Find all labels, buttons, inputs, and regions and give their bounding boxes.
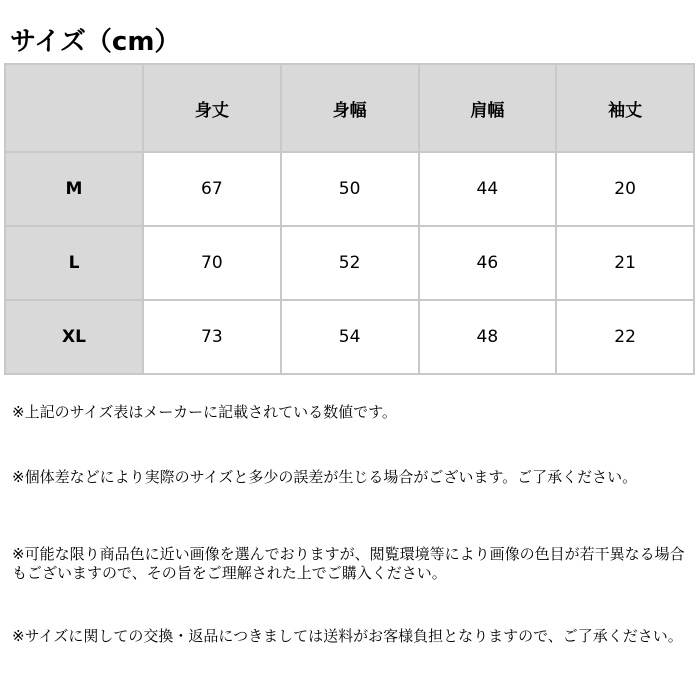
table-row bbox=[5, 226, 694, 300]
table-cell: 20 bbox=[556, 152, 694, 226]
note-color-difference: ※可能な限り商品色に近い画像を選んでおりますが、閲覧環境等により画像の色目が若干異なる場合もございますので、その旨をご理解された上でご購入ください。 bbox=[12, 545, 685, 582]
table-row bbox=[5, 152, 694, 226]
table-cell: 54 bbox=[281, 300, 419, 374]
table-cell: 21 bbox=[556, 226, 694, 300]
table-header-row bbox=[5, 64, 694, 152]
table-cell: 67 bbox=[143, 152, 281, 226]
row-label-size: M bbox=[5, 152, 143, 226]
note-size-source: ※上記のサイズ表はメーカーに記載されている数値です。 bbox=[12, 403, 397, 421]
table-cell: 46 bbox=[419, 226, 557, 300]
column-header-width: 身幅 bbox=[281, 64, 419, 152]
note-return-policy: ※サイズに関しての交換・返品につきましては送料がお客様負担となりますので、ご了承ください。 bbox=[12, 627, 683, 645]
note-individual-difference: ※個体差などにより実際のサイズと多少の誤差が生じる場合がございます。ご了承ください。 bbox=[12, 468, 638, 486]
row-label-size: XL bbox=[5, 300, 143, 374]
page-title: サイズ（cm） bbox=[10, 27, 181, 57]
row-label-size: L bbox=[5, 226, 143, 300]
size-table bbox=[4, 63, 695, 375]
column-header-shoulder: 肩幅 bbox=[419, 64, 557, 152]
table-cell: 52 bbox=[281, 226, 419, 300]
column-header-length: 身丈 bbox=[143, 64, 281, 152]
table-cell: 22 bbox=[556, 300, 694, 374]
table-corner-cell bbox=[5, 64, 143, 152]
table-cell: 50 bbox=[281, 152, 419, 226]
table-cell: 73 bbox=[143, 300, 281, 374]
table-cell: 48 bbox=[419, 300, 557, 374]
table-row bbox=[5, 300, 694, 374]
column-header-sleeve: 袖丈 bbox=[556, 64, 694, 152]
table-cell: 70 bbox=[143, 226, 281, 300]
table-cell: 44 bbox=[419, 152, 557, 226]
